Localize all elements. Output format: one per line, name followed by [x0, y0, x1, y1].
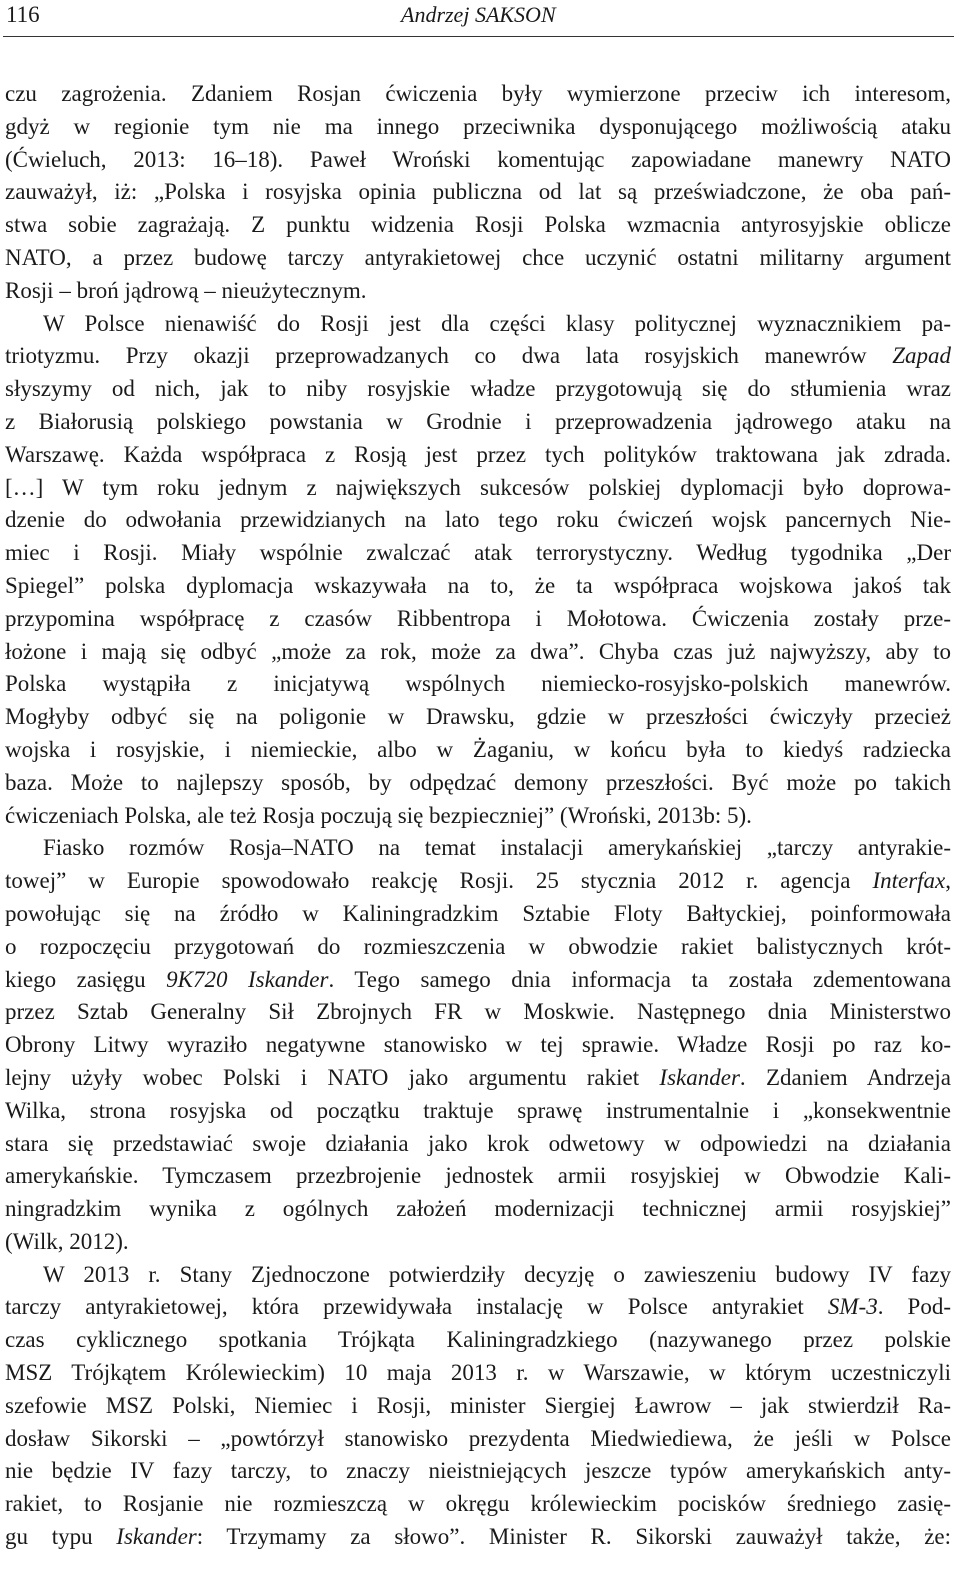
italic-text: SM-3 — [827, 1294, 878, 1320]
text-run: W 2013 r. Stany Zjednoczone potwierdziły decyzję o zawieszeniu budowy IV fazy — [43, 1261, 951, 1287]
running-head — [6, 0, 950, 30]
text-line — [5, 439, 951, 472]
text-run: lejny użyły wobec Polski i NATO jako argumentu rakiet — [5, 1064, 660, 1090]
text-line — [5, 898, 951, 931]
italic-text: Interfax — [872, 868, 946, 894]
page-number: 116 — [6, 2, 40, 27]
text-run: (Wilk, 2012). — [5, 1228, 129, 1254]
text-line — [5, 1259, 951, 1292]
text-run: amerykańskie. Tymczasem przezbrojenie jednostek armii rosyjskiej w Obwodzie Kali- — [5, 1163, 951, 1189]
text-line — [5, 275, 951, 308]
text-line — [5, 767, 951, 800]
text-line — [5, 1291, 951, 1324]
text-line — [5, 1029, 951, 1062]
text-line — [5, 472, 951, 505]
italic-text: Zapad — [892, 343, 951, 369]
text-run: miec i Rosji. Miały wspólnie zwalczać atak terrorystyczny. Według tygodnika „Der — [5, 540, 951, 566]
text-run: czas cyklicznego spotkania Trójkąta Kaliningradzkiego (nazywanego przez polskie — [5, 1327, 951, 1353]
text-line — [5, 603, 951, 636]
text-run: gdyż w regionie tym nie ma innego przeciwnika dysponującego możliwością ataku — [5, 113, 951, 139]
header-rule — [3, 36, 954, 37]
text-run: (Ćwieluch, 2013: 16–18). Paweł Wroński komentując zapowiadane manewry NATO — [5, 146, 951, 172]
text-line — [5, 1095, 951, 1128]
text-line — [5, 865, 951, 898]
text-run: dzenie do odwołania przewidzianych na lato tego roku ćwiczeń wojsk pancernych Nie- — [5, 507, 951, 533]
text-line — [5, 1390, 951, 1423]
text-run: towej” w Europie spowodowało reakcję Rosji. 25 stycznia 2012 r. agencja — [5, 868, 873, 894]
text-line — [5, 176, 951, 209]
running-head-author: Andrzej SAKSON — [401, 2, 556, 27]
text-run: ningradzkim wynika z ogólnych założeń modernizacji technicznej armii rosyjskiej” — [5, 1196, 951, 1222]
text-line — [5, 537, 951, 570]
text-run: . Zdaniem Andrzeja — [739, 1064, 951, 1090]
text-line — [5, 1062, 951, 1095]
text-run: słyszymy od nich, jak to niby rosyjskie władze przygotowują się do stłumienia wraz — [5, 376, 951, 402]
text-line — [5, 1455, 951, 1488]
text-line — [5, 636, 951, 669]
text-line — [5, 931, 951, 964]
paragraph — [5, 78, 951, 308]
text-run: łożone i mają się odbyć „może za rok, może za dwa”. Chyba czas już najwyższy, aby to — [5, 638, 951, 664]
text-line — [5, 1488, 951, 1521]
text-line — [5, 570, 951, 603]
text-run: dosław Sikorski – „powtórzył stanowisko prezydenta Miedwiediewa, że jeśli w Polsce — [5, 1425, 951, 1451]
text-line — [5, 1160, 951, 1193]
text-run: tarczy antyrakietowej, która przewidywała instalację w Polsce antyrakiet — [5, 1294, 828, 1320]
text-run: Spiegel” polska dyplomacja wskazywała na to, że ta współpraca wojskowa jakoś tak — [5, 572, 951, 598]
paragraph — [5, 1259, 951, 1554]
text-line — [5, 832, 951, 865]
text-run: W Polsce nienawiść do Rosji jest dla części klasy politycznej wyznacznikiem pa- — [43, 310, 951, 336]
text-line — [5, 308, 951, 341]
text-line — [5, 504, 951, 537]
text-run: […] W tym roku jednym z największych sukcesów polskiej dyplomacji było doprowa- — [5, 474, 951, 500]
italic-text: 9K720 Iskander — [166, 966, 329, 992]
text-run: stwa sobie zagrażają. Z punktu widzenia Rosji Polska wzmacnia antyrosyjskie oblicze — [5, 212, 951, 238]
text-line — [5, 1324, 951, 1357]
paragraph — [5, 832, 951, 1258]
text-run: NATO, a przez budowę tarczy antyrakietowej chce uczynić ostatni militarny argument — [5, 244, 951, 270]
text-run: triotyzmu. Przy okazji przeprowadzanych co dwa lata rosyjskich manewrów — [5, 343, 893, 369]
text-line — [5, 1226, 951, 1259]
text-run: MSZ Trójkątem Królewieckim) 10 maja 2013 r. w Warszawie, w którym uczestniczyli — [5, 1360, 951, 1386]
text-run: , — [945, 868, 951, 894]
text-run: : Trzymamy za słowo”. Minister R. Sikorski zauważył także, że: — [196, 1524, 951, 1550]
text-line — [5, 111, 951, 144]
italic-text: Iskander — [659, 1064, 740, 1090]
text-run: kiego zasięgu — [5, 966, 167, 992]
text-line — [5, 734, 951, 767]
text-run: nie będzie IV fazy tarczy, to znaczy nieistniejących jeszcze typów amerykańskich anty- — [5, 1458, 951, 1484]
text-line — [5, 406, 951, 439]
text-line — [5, 1357, 951, 1390]
text-run: przez Sztab Generalny Sił Zbrojnych FR w Moskwie. Następnego dnia Ministerstwo — [5, 999, 951, 1025]
text-run: ćwiczeniach Polska, ale też Rosja poczują się bezpieczniej” (Wroński, 2013b: 5). — [5, 802, 752, 828]
text-line — [5, 1423, 951, 1456]
text-run: szefowie MSZ Polski, Niemiec i Rosji, minister Siergiej Ławrow – jak stwierdził Ra- — [5, 1392, 951, 1418]
text-run: Obrony Litwy wyraziło negatywne stanowisko w tej sprawie. Władze Rosji po raz ko- — [5, 1032, 951, 1058]
text-run: Mogłyby odbyć się na poligonie w Drawsku, gdzie w przeszłości ćwiczyły przecież — [5, 704, 951, 730]
text-line — [5, 964, 951, 997]
text-line — [5, 996, 951, 1029]
text-run: Rosji – broń jądrową – nieużytecznym. — [5, 277, 367, 303]
text-line — [5, 1521, 951, 1554]
text-line — [5, 701, 951, 734]
text-run: gu typu — [5, 1524, 117, 1550]
text-line — [5, 373, 951, 406]
text-run: . Tego samego dnia informacja ta została zdementowana — [328, 966, 951, 992]
text-line — [5, 242, 951, 275]
text-run: Fiasko rozmów Rosja–NATO na temat instalacji amerykańskiej „tarczy antyrakie- — [43, 835, 951, 861]
body-text — [5, 78, 951, 1554]
text-line — [5, 209, 951, 242]
text-run: powołując się na źródło w Kaliningradzkim Sztabie Floty Bałtyckiej, poinformowała — [5, 900, 951, 926]
text-run: zauważył, iż: „Polska i rosyjska opinia publiczna od lat są przeświadczone, że oba pań- — [5, 179, 951, 205]
text-line — [5, 800, 951, 833]
text-run: baza. Może to najlepszy sposób, by odpędzać demony przeszłości. Być może po takich — [5, 769, 951, 795]
text-run: wojska i rosyjskie, i niemieckie, albo w Żaganiu, w końcu była to kiedyś radziecka — [5, 736, 951, 762]
text-run: przypomina współpracę z czasów Ribbentropa i Mołotowa. Ćwiczenia zostały prze- — [5, 605, 951, 631]
text-run: czu zagrożenia. Zdaniem Rosjan ćwiczenia były wymierzone przeciw ich interesom, — [5, 81, 951, 106]
text-run: Warszawę. Każda współpraca z Rosją jest przez tych polityków traktowana jak zdrada. — [5, 441, 951, 467]
text-run: rakiet, to Rosjanie nie rozmieszczą w okręgu królewieckim pocisków średniego zasię- — [5, 1491, 951, 1517]
text-line — [5, 1193, 951, 1226]
italic-text: Iskander — [116, 1524, 197, 1550]
text-line — [5, 78, 951, 111]
text-line — [5, 340, 951, 373]
text-run: . Pod- — [877, 1294, 951, 1320]
text-run: Wilka, strona rosyjska od początku traktuje sprawę instrumentalnie i „konsekwentnie — [5, 1097, 951, 1123]
text-run: o rozpoczęciu przygotowań do rozmieszczenia w obwodzie rakiet balistycznych krót- — [5, 933, 951, 959]
text-line — [5, 1128, 951, 1161]
text-line — [5, 668, 951, 701]
text-run: z Białorusią polskiego powstania w Grodnie i przeprowadzenia jądrowego ataku na — [5, 408, 951, 434]
text-run: Polska wystąpiła z inicjatywą wspólnych niemiecko-rosyjsko-polskich manewrów. — [5, 671, 951, 697]
text-line — [5, 144, 951, 177]
paragraph — [5, 308, 951, 833]
text-run: stara się przedstawiać swoje działania jako krok odwetowy w odpowiedzi na działania — [5, 1130, 951, 1156]
